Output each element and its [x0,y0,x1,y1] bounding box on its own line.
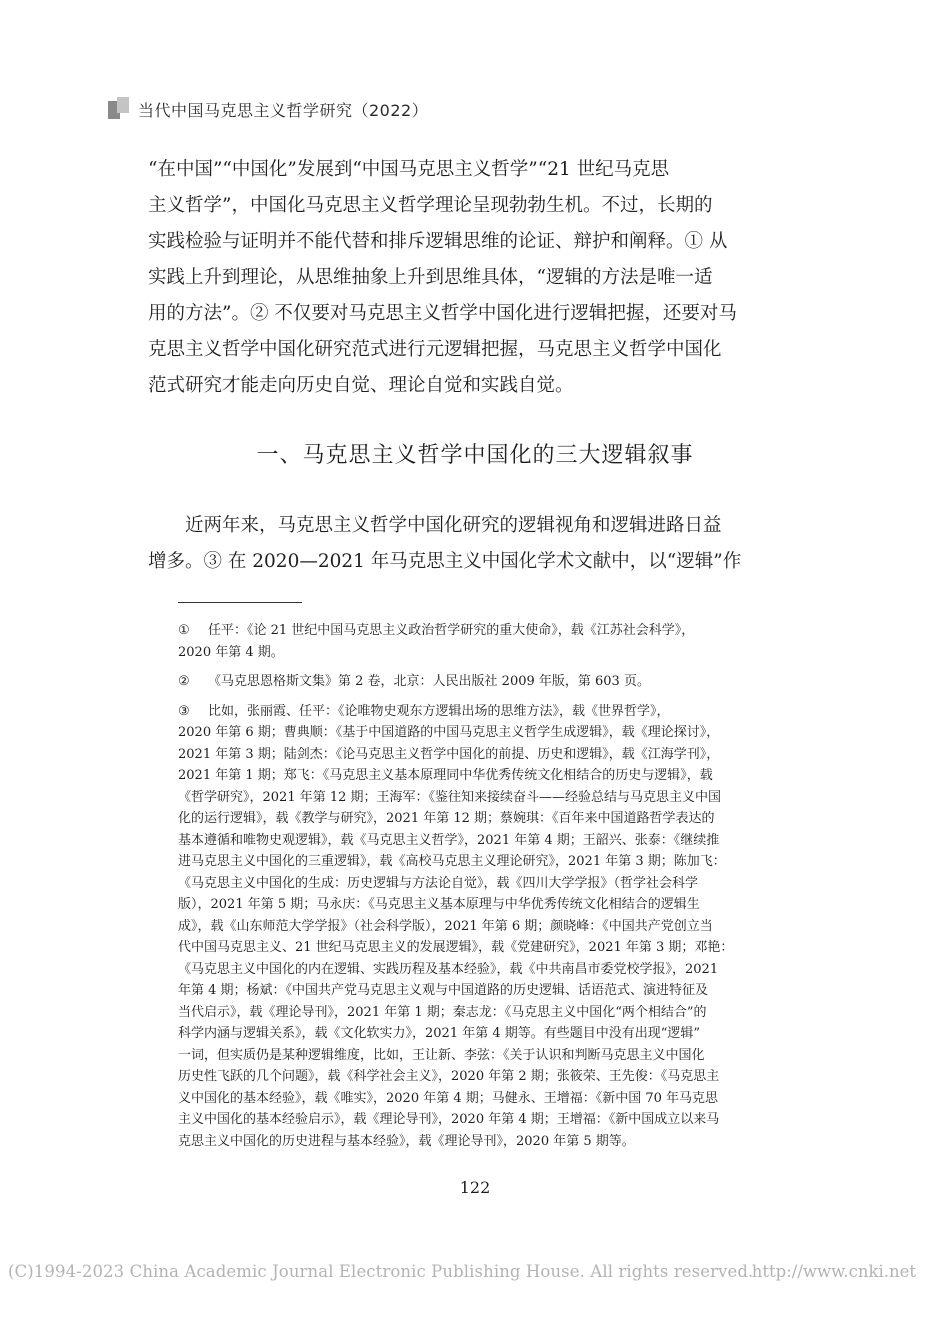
text-line: 近两年来，马克思主义哲学中国化研究的逻辑视角和逻辑进路日益 [185,515,722,536]
footnote-number: ② [178,674,190,689]
text-line: 增多。③ 在 2020—2021 年马克思主义中国化学术文献中，以“逻辑”作 [148,551,742,572]
body-paragraph-1 [148,152,768,404]
text-line: 克思主义哲学中国化研究范式进行元逻辑把握，马克思主义哲学中国化 [148,339,722,360]
body-paragraph-2 [148,508,768,580]
footnote-text: 《哲学研究》，2021 年第 12 期；王海军：《鉴往知来接续奋斗——经验总结与马克思主义中国 [178,789,722,805]
footnote-text: 克思主义中国化的历史进程与基本经验》，载《理论导刊》，2020 年第 5 期等。 [178,1133,635,1149]
footnote-1 [178,620,758,663]
text-line: “在中国”“中国化”发展到“中国马克思主义哲学”“21 世纪马克思 [148,159,670,180]
footnote-text: 2021 年第 3 期；陆剑杰：《论马克思主义哲学中国化的前提、历史和逻辑》，载《江海学刊》， [178,746,720,762]
footnote-text: 基本遵循和唯物史观逻辑》，载《马克思主义哲学》，2021 年第 4 期；王韶兴、张泰：《继续推 [178,832,720,848]
footnotes [178,620,758,1160]
footnote-number: ③ [178,703,190,719]
footnote-text: 2021 年第 1 期；郑飞：《马克思主义基本原理同中华优秀传统文化相结合的历史与逻辑》，载 [178,768,713,783]
page-number: 122 [459,1178,491,1197]
text-line: 范式研究才能走向历史自觉、理论自觉和实践自觉。 [148,375,574,396]
footnote-text: 义中国化的基本经验》，载《唯实》，2020 年第 4 期；马健永、王增福：《新中国 70 年马克思 [178,1090,719,1106]
running-header [108,96,428,122]
footnote-text: 科学内涵与逻辑关系》，载《文化软实力》，2021 年第 4 期等。有些题目中没有出现“逻辑” [178,1026,701,1041]
footnote-text: 2020 年第 6 期；曹典顺：《基于中国道路的中国马克思主义哲学生成逻辑》，载《理论探讨》， [178,725,720,740]
header-mark-icon [108,97,130,121]
footnote-text: 进马克思主义中国化的三重逻辑》，载《高校马克思主义理论研究》，2021 年第 3 期；陈加飞： [178,854,726,869]
footnote-2 [178,671,758,693]
header-title: 当代中国马克思主义哲学研究（2022） [138,100,429,120]
footnote-text: 年第 4 期；杨斌：《中国共产党马克思主义观与中国道路的历史逻辑、话语范式、演进特征及 [178,983,709,998]
footnote-number: ① [178,623,190,638]
footnote-text: 《马克思主义中国化的生成：历史逻辑与方法论自觉》，载《四川大学学报》（哲学社会科学 [178,875,699,891]
footnote-text: 成》，载《山东师范大学学报》（社会科学版），2021 年第 6 期；颜晓峰：《中国共产党创立当 [178,918,713,934]
text-line: 用的方法”。② 不仅要对马克思主义哲学中国化进行逻辑把握，还要对马 [148,303,737,324]
footnote-text: 《马克思主义中国化的内在逻辑、实践历程及基本经验》，载《中共南昌市委党校学报》，2021 [178,961,719,977]
copyright-notice: (C)1994-2023 China Academic Journal Electronic Publishing House. All rights reserved. [8,1262,754,1281]
footnote-divider [178,602,302,603]
footnote-text: 2020 年第 4 期。 [178,644,284,660]
text-line: 实践上升到理论，从思维抽象上升到思维具体，“逻辑的方法是唯一适 [148,267,713,288]
footnote-text: 版），2021 年第 5 期；马永庆：《马克思主义基本原理与中华优秀传统文化相结合的逻辑生 [178,897,700,912]
footnote-text: 《马克思恩格斯文集》第 2 卷，北京：人民出版社 2009 年版，第 603 页。 [208,674,650,689]
section-heading: 一、马克思主义哲学中国化的三大逻辑叙事 [256,443,694,468]
footnote-text: 主义中国化的基本经验启示》，载《理论导刊》，2020 年第 4 期；王增福：《新中国成立以来马 [178,1112,720,1127]
footnote-text: 当代启示》，载《理论导刊》，2021 年第 1 期；秦志龙：《马克思主义中国化“两个相结合”的 [178,1004,707,1020]
footnote-text: 历史性飞跃的几个问题》，载《科学社会主义》，2020 年第 2 期；张筱荣、王先俊：《马克思主 [178,1069,720,1084]
footnote-text: 化的运行逻辑》，载《教学与研究》，2021 年第 12 期；蔡婉琪：《百年来中国道路哲学表达的 [178,811,715,826]
footnote-text: 任平：《论 21 世纪中国马克思主义政治哲学研究的重大使命》，载《江苏社会科学》， [208,623,695,638]
text-line: 主义哲学”，中国化马克思主义哲学理论呈现勃勃生机。不过，长期的 [148,195,713,216]
text-line: 实践检验与证明并不能代替和排斥逻辑思维的论证、辩护和阐释。① 从 [148,231,728,252]
footnote-3 [178,701,758,1153]
footnote-text: 代中国马克思主义、21 世纪马克思主义的发展逻辑》，载《党建研究》，2021 年第 3 期；邓艳： [178,940,734,955]
footnote-text: 一词，但实质仍是某种逻辑维度，比如，王让新、李弦：《关于认识和判断马克思主义中国化 [178,1047,705,1063]
site-url[interactable]: http://www.cnki.net [751,1262,916,1281]
footnote-text: 比如，张丽霞、任平：《论唯物史观东方逻辑出场的思维方法》，载《世界哲学》， [208,703,670,719]
